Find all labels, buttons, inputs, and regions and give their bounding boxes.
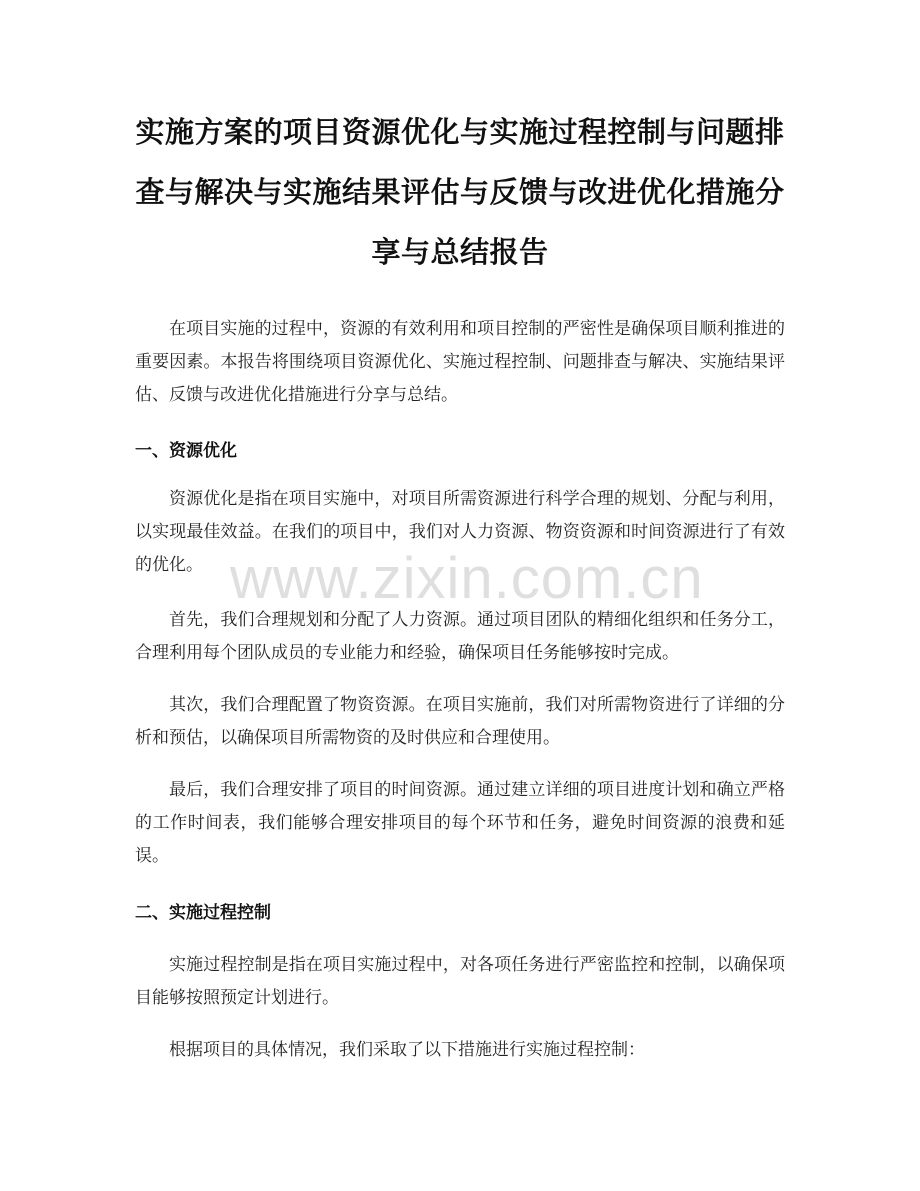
- section1-paragraph-1: 资源优化是指在项目实施中，对项目所需资源进行科学合理的规划、分配与利用，以实现最佳效益。在我们的项目中，我们对人力资源、物资资源和时间资源进行了有效的优化。: [135, 489, 785, 575]
- section-heading-resource-optimization: 一、资源优化: [135, 441, 237, 461]
- section1-paragraph-4: 最后，我们合理安排了项目的时间资源。通过建立详细的项目进度计划和确立严格的工作时间表，我们能够合理安排项目的每个环节和任务，避免时间资源的浪费和延误。: [135, 780, 785, 866]
- intro-paragraph: 在项目实施的过程中，资源的有效利用和项目控制的严密性是确保项目顺利推进的重要因素。本报告将围绕项目资源优化、实施过程控制、问题排查与解决、实施结果评估、反馈与改进优化措施进行分享与总结。: [135, 319, 785, 405]
- section2-paragraph-1: 实施过程控制是指在项目实施过程中，对各项任务进行严密监控和控制，以确保项目能够按照预定计划进行。: [135, 955, 785, 1008]
- section-heading-process-control: 二、实施过程控制: [135, 903, 271, 923]
- watermark-text: www.zixin.com.cn: [230, 546, 704, 611]
- section1-paragraph-3: 其次，我们合理配置了物资资源。在项目实施前，我们对所需物资进行了详细的分析和预估，以确保项目所需物资的及时供应和合理使用。: [135, 695, 785, 748]
- section2-paragraph-2: 根据项目的具体情况，我们采取了以下措施进行实施过程控制：: [169, 1040, 645, 1060]
- section1-paragraph-2: 首先，我们合理规划和分配了人力资源。通过项目团队的精细化组织和任务分工，合理利用每个团队成员的专业能力和经验，确保项目任务能够按时完成。: [135, 610, 785, 663]
- document-title: 实施方案的项目资源优化与实施过程控制与问题排查与解决与实施结果评估与反馈与改进优化措施分享与总结报告: [135, 115, 785, 269]
